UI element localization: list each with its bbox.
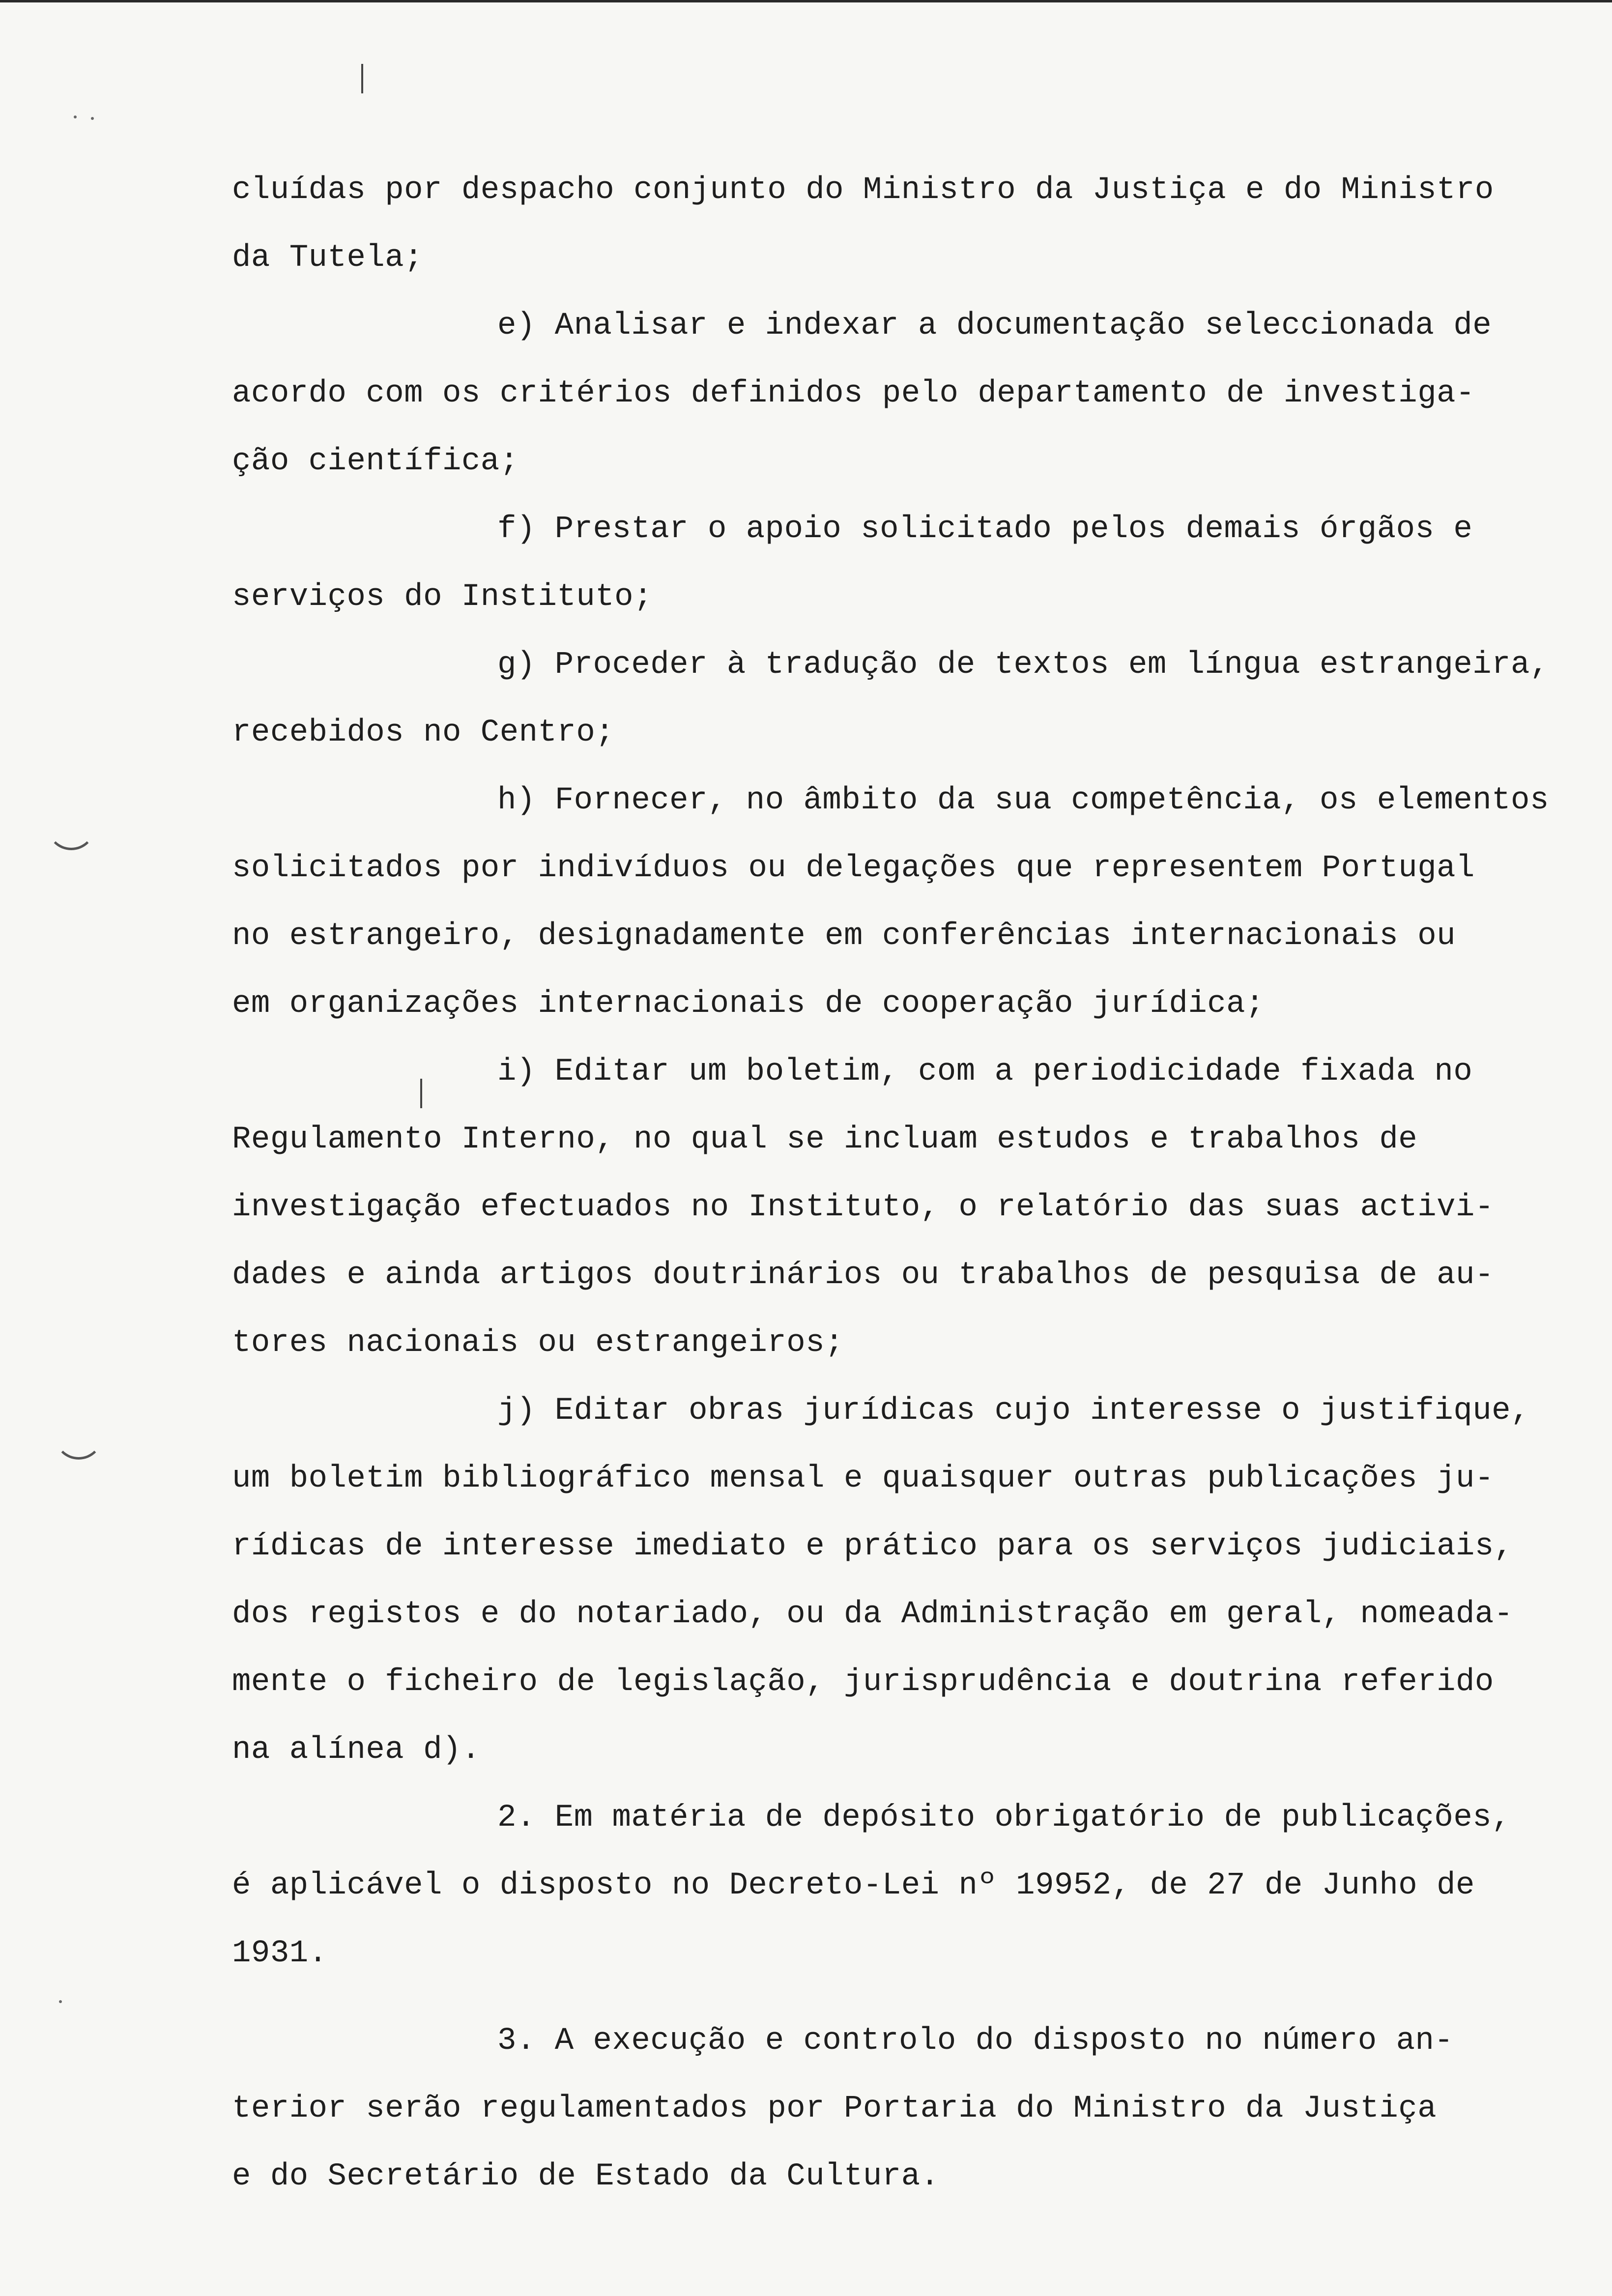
text-line: dos registos e do notariado, ou da Administração em geral, nomeada-	[232, 1597, 1513, 1632]
text-line: solicitados por indivíduos ou delegações que representem Portugal	[232, 851, 1475, 886]
text-line: um boletim bibliográfico mensal e quaisquer outras publicações ju-	[232, 1461, 1494, 1496]
text-line: em organizações internacionais de cooperação jurídica;	[232, 986, 1265, 1022]
scan-speck	[74, 115, 77, 118]
text-line: investigação efectuados no Instituto, o relatório das suas activi-	[232, 1190, 1494, 1225]
text-line: recebidos no Centro;	[232, 715, 615, 750]
text-line: e do Secretário de Estado da Cultura.	[232, 2159, 940, 2194]
text-line: terior serão regulamentados por Portaria do Ministro da Justiça	[232, 2091, 1437, 2126]
text-line: Regulamento Interno, no qual se incluam estudos e trabalhos de	[232, 1122, 1418, 1157]
text-line: é aplicável o disposto no Decreto-Lei nº 19952, de 27 de Junho de	[232, 1868, 1475, 1903]
text-line: dades e ainda artigos doutrinários ou trabalhos de pesquisa de au-	[232, 1258, 1494, 1293]
item-j-start: j) Editar obras jurídicas cujo interesse o justifique,	[497, 1393, 1530, 1429]
text-line: da Tutela;	[232, 240, 424, 276]
text-line: rídicas de interesse imediato e prático para os serviços judiciais,	[232, 1529, 1513, 1564]
text-line: cluídas por despacho conjunto do Ministro da Justiça e do Ministro	[232, 172, 1494, 208]
item-h-start: h) Fornecer, no âmbito da sua competência, os elementos	[497, 783, 1549, 818]
text-line: serviços do Instituto;	[232, 579, 653, 615]
item-i-start: i) Editar um boletim, com a periodicidade fixada no	[497, 1054, 1473, 1090]
paragraph-2-start: 2. Em matéria de depósito obrigatório de publicações,	[497, 1800, 1511, 1836]
paragraph-gap	[232, 1987, 1598, 2007]
item-e-start: e) Analisar e indexar a documentação seleccionada de	[497, 308, 1492, 344]
paragraph-3-start: 3. A execução e controlo do disposto no número an-	[497, 2023, 1454, 2059]
punch-hole-mark	[47, 816, 96, 850]
text-line: na alínea d).	[232, 1732, 481, 1768]
text-line: mente o ficheiro de legislação, jurisprudência e doutrina referido	[232, 1665, 1494, 1700]
text-line: ção científica;	[232, 444, 519, 479]
item-g-start: g) Proceder à tradução de textos em língua estrangeira,	[497, 647, 1549, 683]
top-edge-rule	[0, 0, 1612, 2]
item-f-start: f) Prestar o apoio solicitado pelos demais órgãos e	[497, 512, 1473, 547]
text-line: 1931.	[232, 1936, 328, 1971]
scan-mark	[361, 64, 363, 93]
text-line: acordo com os critérios definidos pelo departamento de investiga-	[232, 376, 1475, 411]
text-line: no estrangeiro, designadamente em conferências internacionais ou	[232, 918, 1456, 954]
scan-speck	[59, 2000, 62, 2003]
punch-hole-mark	[54, 1425, 103, 1460]
text-line: tores nacionais ou estrangeiros;	[232, 1325, 844, 1361]
document-body	[232, 156, 1598, 2210]
scan-speck	[91, 117, 94, 120]
